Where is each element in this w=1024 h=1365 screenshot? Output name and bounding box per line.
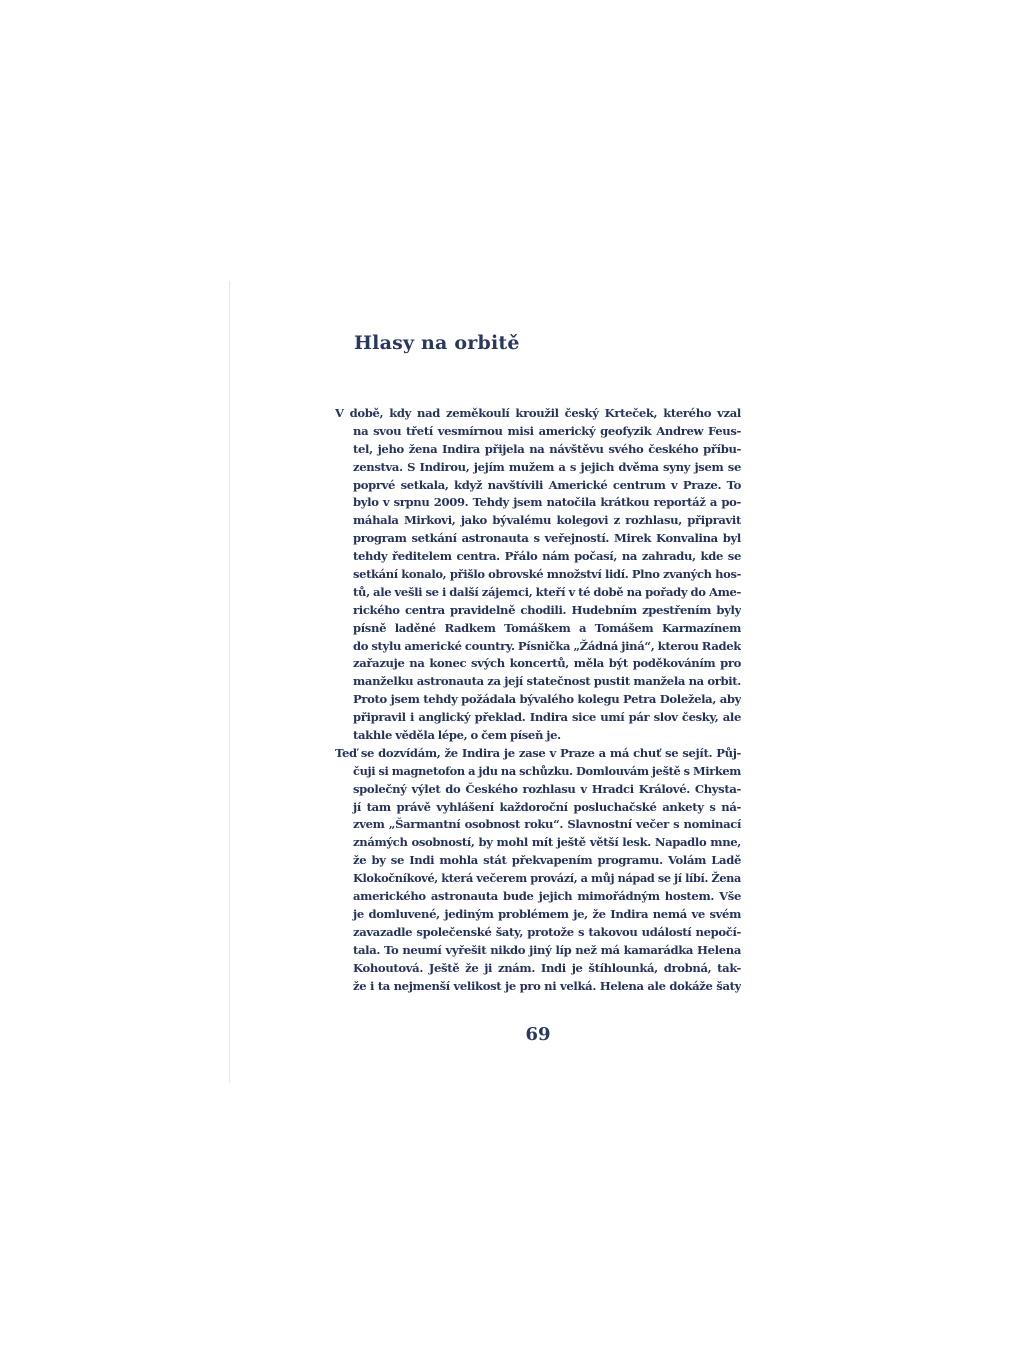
text-line: známých osobností, by mohl mít ještě větší lesk. Napadlo mne, xyxy=(353,835,741,850)
text-line: Teď se dozvídám, že Indira je zase v Praze a má chuť se sejít. Půj- xyxy=(335,745,741,760)
paragraph-2 xyxy=(335,745,741,995)
text-line: jí tam právě vyhlášení každoroční posluchačské ankety s ná- xyxy=(353,799,741,814)
text-line: V době, kdy nad zeměkoulí kroužil český Krteček, kterého vzal xyxy=(335,406,741,420)
text-line: zenstva. S Indirou, jejím mužem a s jejich dvěma syny jsem se xyxy=(353,459,741,474)
text-line: poprvé setkala, když navštívili Americké centrum v Praze. To xyxy=(353,477,741,492)
text-line: tehdy ředitelem centra. Přálo nám počasí, na zahradu, kde se xyxy=(353,549,741,564)
page-gutter-line xyxy=(229,281,230,1083)
text-line: je domluvené, jediným problémem je, že Indira nemá ve svém xyxy=(353,906,741,921)
text-line: že i ta nejmenší velikost je pro ni velká. Helena ale dokáže šaty xyxy=(353,978,741,993)
body-text xyxy=(335,405,741,995)
text-line: zavazadle společenské šaty, protože s takovou událostí nepočí- xyxy=(353,924,741,939)
text-line: setkání konalo, přišlo obrovské množství lidí. Plno zvaných hos- xyxy=(353,567,741,582)
text-line: program setkání astronauta s veřejností. Mirek Konvalina byl xyxy=(353,531,741,546)
page-number: 69 xyxy=(525,1024,551,1045)
text-line: rického centra pravidelně chodili. Hudebním zpestřením byly xyxy=(353,602,741,617)
text-line: manželku astronauta za její statečnost pustit manžela na orbit. xyxy=(353,674,741,689)
text-line: Klokočníkové, která večerem provází, a můj nápad se jí líbí. Žena xyxy=(353,871,741,886)
text-line: tů, ale vešli se i další zájemci, kteří v té době na pořady do Ame- xyxy=(353,584,741,599)
text-line: takhle věděla lépe, o čem píseň je. xyxy=(353,728,561,743)
text-line: společný výlet do Českého rozhlasu v Hradci Králové. Chysta- xyxy=(353,781,741,796)
text-line: máhala Mirkovi, jako bývalému kolegovi z rozhlasu, připravit xyxy=(353,513,741,528)
text-line: písně laděné Radkem Tomáškem a Tomášem Karmazínem xyxy=(353,620,741,635)
text-line: připravil i anglický překlad. Indira sice umí pár slov česky, ale xyxy=(353,710,741,725)
chapter-title: Hlasy na orbitě xyxy=(354,332,520,354)
text-line: amerického astronauta bude jejich mimořádným hostem. Vše xyxy=(353,889,741,904)
text-line: bylo v srpnu 2009. Tehdy jsem natočila krátkou reportáž a po- xyxy=(353,495,741,510)
text-line: zvem „Šarmantní osobnost roku“. Slavnostní večer s nominací xyxy=(353,817,741,832)
text-line: Kohoutová. Ještě že ji znám. Indi je štíhlounká, drobná, tak- xyxy=(353,960,741,975)
text-line: tala. To neumí vyřešit nikdo jiný líp než má kamarádka Helena xyxy=(353,942,741,957)
text-line: zařazuje na konec svých koncertů, měla být poděkováním pro xyxy=(353,656,741,671)
text-line: Proto jsem tehdy požádala bývalého kolegu Petra Doležela, aby xyxy=(353,692,741,707)
text-line: čuji si magnetofon a jdu na schůzku. Domlouvám ještě s Mirkem xyxy=(353,763,741,778)
text-line: tel, jeho žena Indira přijela na návštěvu svého českého příbu- xyxy=(353,441,741,456)
text-line: že by se Indi mohla stát překvapením programu. Volám Ladě xyxy=(353,853,741,868)
paragraph-1 xyxy=(335,405,741,745)
text-line: do stylu americké country. Písnička „Žádná jiná“, kterou Radek xyxy=(353,638,741,653)
text-line: na svou třetí vesmírnou misi americký geofyzik Andrew Feus- xyxy=(353,423,741,438)
